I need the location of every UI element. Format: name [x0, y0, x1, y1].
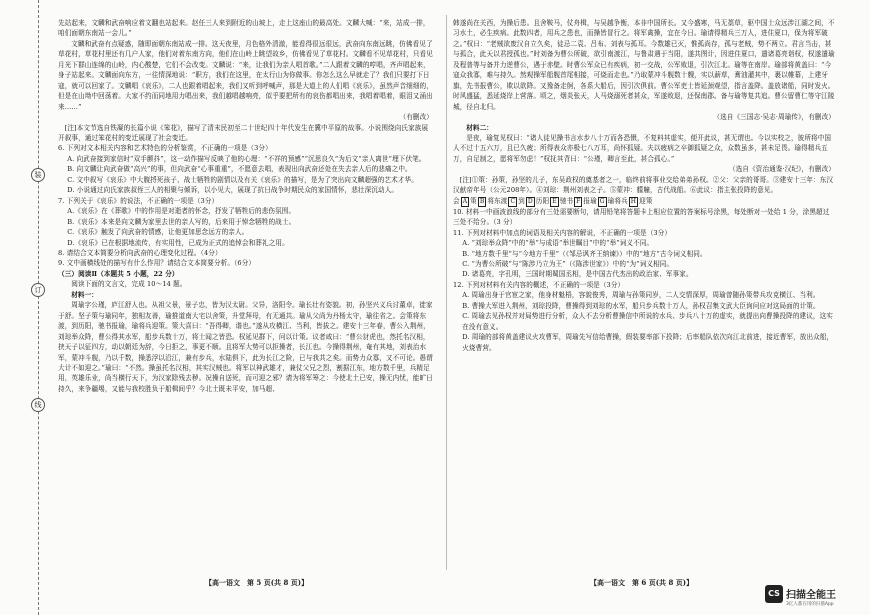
q10-option-box[interactable]: C	[510, 197, 516, 205]
right-paragraph: C. 周瑜去见孙权并对局势进行分析，众人不去分析曹操信中所说的水兵、步兵八十万的虚实，就提出向曹操投降的建议，这实在没有意义。	[462, 312, 833, 331]
q10-char: 驰	[559, 196, 567, 205]
right-paragraph: C. “为曹公所破”与“陈涉乃立为王”（《陈涉世家》）中的“为”词义相同。	[462, 259, 674, 268]
q10-char: 将	[614, 196, 622, 205]
q10-char: 瑜	[607, 196, 615, 205]
binding-margin	[0, 0, 52, 615]
q10-char: 阳	[542, 196, 550, 205]
left-paragraph: C.《哀乐》触发了向武奋的情感，让他更加思念远方的亲人。	[67, 228, 249, 237]
q10-char: 策	[645, 196, 653, 205]
watermark-name: 扫描全能王	[786, 590, 836, 601]
left-paragraph: A. 向武奋接到家信时“双手颤抖”，这一动作描写反映了他的心理：“不祥的预感”“沉思良久”为后文“亲人离世”埋下伏笔。	[67, 154, 426, 163]
q10-options-line	[453, 196, 835, 207]
right-paragraph: 10. 材料一中画波浪线的部分有三处需要断句，请用铅笔将答题卡上相应位置的答案标号涂黑，每处断对一处给 1 分，涂黑超过三处不给分。（3 分）	[453, 207, 830, 227]
right-paragraph: 11. 下列对材料中加点的词语及相关内容的解说，不正确的一项是（3分）	[453, 228, 672, 237]
left-paragraph: 7. 下列关于《哀乐》的说法，不正确的一项是（3分）	[58, 196, 219, 205]
column-divider	[446, 15, 447, 570]
q10-char: 将	[487, 196, 495, 205]
right-paragraph: （选自《三国志·吴志·周瑜传》，有删改）	[713, 113, 835, 122]
right-paragraph: 韩遂尚在关西，为操后患。且舍鞍马，仗舟楫，与吴越争衡，本非中国所长。又今盛寒，马无藁草，驱中国士众远涉江湖之间，不习水土，必生疾病。此数四者，用兵之患也，而操皆冒行之。将军禽操，宜在今日。瑜请得精兵三万人，进住夏口，保为将军破之。”权曰：“老贼欲废汉自立久矣，徒忌二袁、吕布、刘表与孤耳。今数雄已灭，惟孤尚存，孤与老贼，势不两立。君言当击，甚与孤合，此天以君授孤也。”时刘备为曹公所破，欲引南渡江，与鲁肃遇于当阳，遂共图计，因进住夏口，遣诸葛亮诣权，权遂遣瑜及程普等与备并力逆曹公，遇于赤壁。时曹公军众已有疾病，初一交战，公军败退，引次江北。瑜等在南岸。瑜部将黄盖曰：“今寇众我寡，难与持久。然观操军船舰首尾相接，可烧而走也。”乃取蒙冲斗舰数十艘，实以薪草，膏油灌其中，裹以帷幕，上建牙旗，先书报曹公，欺以欲降。又豫备走舸，各系大船后，因引次俱前。曹公军吏士皆延颈观望，指言盖降。盖放诸船，同时发火。时风盛猛，悉延烧岸上营落。顷之，烟炎张天，人马烧溺死者甚众，军遂败退，还保南郡。备与瑜等复共追。曹公留曹仁等守江陵城，径自北归。	[453, 19, 835, 111]
q10-option-box[interactable]: F	[576, 197, 581, 205]
left-paragraph: 周瑜字公瑾，庐江舒人也。从祖父景，景子忠，皆为汉太尉。父异，洛阳令。瑜长壮有姿貌。初，孙坚兴义兵讨董卓，徙家于舒。坚子策与瑜同年，独相友善，瑜推道南大宅以舍策，升堂拜母，有无通共。瑜从父尚为丹杨太守，瑜往省之。会策将东渡，到历阳，驰书报瑜，瑜将兵迎策。策大喜曰：“吾得卿，谐也。”遂从攻横江、当利，皆拔之。建安十三年春，曹公入荆州，刘琮举众降，曹公得其水军，船步兵数十万，将士闻之皆恐。权延见群下，问以计策。议者咸曰：“曹公豺虎也，然托名汉相，挟天子以征四方，动以朝廷为辞，今日拒之，事更不顺。且将军大势可以拒操者，长江也。今操得荆州，奄有其地，刘表治水军，蒙冲斗舰，乃以千数，操悉浮以沿江，兼有步兵，水陆俱下，此为长江之险，已与我共之矣。而势力众寡，又不可论。愚谓大计不如迎之。”瑜曰：“不然。操虽托名汉相，其实汉贼也。将军以神武雄才，兼仗父兄之烈，割据江东，地方数千里，兵精足用，英雄乐业，尚当横行天下，为汉家除残去秽。况操自送死，而可迎之邪？请为将军筹之：今使北土已安，操无内忧，能旷日持久，来争疆埸，又能与我校胜负于船楫间乎？今北土既未平安，加马超、	[58, 301, 433, 393]
left-paragraph: 6. 下列对文本相关内容和艺术特色的分析鉴赏，不正确的一项是（3分）	[58, 144, 272, 153]
binding-dashed-line	[38, 0, 39, 615]
right-paragraph: D. 周瑜的部将黄盖建议火攻曹军，周瑜先写信给曹操，假装要率部下投降；后率船队依次向江北前进，接近曹军，放出众船，火烧曹营。	[462, 333, 834, 352]
q10-option-box[interactable]: H	[630, 197, 637, 205]
scanner-watermark	[765, 584, 865, 610]
q10-option-box[interactable]: D	[527, 197, 533, 205]
q10-char: 历	[535, 196, 543, 205]
q10-char: 兵	[621, 196, 628, 205]
left-column	[58, 18, 433, 394]
q10-option-box[interactable]: E	[552, 197, 557, 205]
right-paragraph: A. “刘琮举众降”中的“举”与成语“举世瞩目”中的“举”词义不同。	[462, 239, 654, 248]
left-paragraph: D.《哀乐》已在根据地流传，有实用性，已成为正式的追悼会和葬礼之用。	[67, 238, 289, 247]
watermark-tagline: 3亿人都在用的扫描App	[786, 602, 834, 607]
q10-option-box[interactable]: B	[479, 197, 485, 205]
left-paragraph: 阅读下面的文言文，完成 10～14 题。	[71, 280, 187, 289]
left-paragraph: C. 文中叙写《哀乐》中大腹捋死孩子、战士牺牲的剧情以及有关《哀乐》的描写，是为了突出向文麟超强的艺术才华。	[67, 175, 418, 184]
left-paragraph: 9. 文中画横线处的描写有什么作用？请结合文本简要分析。（6分）	[58, 259, 256, 268]
left-paragraph: [注]本文节选自铁凝的长篇小说《笨花》，描写了清末民初至二十世纪四十年代发生在冀中平原的故事。小说围绕向氏家族展开叙事，通过笨花村的变迁展现了社会变迁。	[58, 123, 429, 142]
q10-char: 策	[470, 196, 477, 205]
footer-page-6: 【高一语文 第 6 页(共 8 页)】	[590, 578, 694, 587]
left-paragraph: （三）阅读Ⅱ（本题共 5 小题，22 分）	[58, 269, 179, 278]
q10-char: 迎	[639, 196, 646, 205]
right-paragraph: [注]①策：孙策，孙坚的儿子，东吴政权的奠基者之一，临终前将事业交给弟弟孙权。②父：父亲的哥哥。③建安十三年：东汉汉献帝年号（公元208年）。④刘琮：荆州刘表之子。⑤蒙冲：艨艟，古代战船。⑥此议：指主张投降的意见。	[453, 175, 834, 195]
right-paragraph: A. 周瑜出身于官宦之家，他身材魁梧，容貌俊秀，周瑜与孙策同岁，二人交情深厚，周瑜曾随孙策带兵攻克横江、当利。	[462, 291, 820, 300]
right-column	[453, 18, 835, 353]
left-paragraph: 文麟和武奋有点疑惑，随即面朝东南站成一排。这天夜里，月色格外清澈，能看得很远很远，武奋向东南远眺，仿佛看见了草花村，草花村里还有几户人家，他们对着东南方向，他们在山岭上眺望故乡，仿佛看见了草花村。文麟看不见草花村，只看见月光下群山连绵的山岭，内心酸楚，它们不会改变。文麟说：“来，让我们为亲人唱首歌。”二人跟着文麟的哼唱，齐声唱起来，身子站起来。文麟面向东方，一往情深地说：“职方，我们在这里，在太行山为你做事。你怎么这么早就走了？我们只要打下日寇，就可以回家了。文麟唱《哀乐》，二人也跟着唱起来，我们又听到呼喊声，那是大道上的人们唱《哀乐》，虽然声音细细的，但是在山坳中回荡着。大家不约而同地用力唱出来，我们越唱越响亮，似乎要把所有的哀伤都唱出来，我唱着唱着，眼泪又涌出来……”	[58, 39, 433, 111]
q10-option-box[interactable]: G	[599, 197, 605, 205]
q10-char: 报	[583, 196, 591, 205]
binding-mark: 装	[31, 168, 45, 182]
camscanner-logo-icon: CS	[765, 585, 783, 603]
q10-char: 东	[494, 196, 501, 205]
q10-char: 书	[566, 196, 574, 205]
left-paragraph: 材料一：	[71, 290, 98, 299]
right-paragraph: B. 曹操大军进入荆州，刘琮投降，曹操得到刘琮的水军，船只步兵数十万人，孙权召集文武大臣询问应对这局面的计策。	[462, 301, 820, 310]
footer-page-5: 【高一语文 第 5 页(共 8 页)】	[205, 578, 309, 587]
right-paragraph: （选自《资治通鉴·汉纪》，有删改）	[729, 165, 835, 174]
right-paragraph: D. 诸葛亮，字孔明，三国时期蜀国丞相，是中国古代杰出的政治家、军事家。	[462, 270, 693, 279]
right-paragraph: B. “地方数千里”与“今地方千里”（《邹忌讽齐王纳谏》）中的“地方”古今词义相同。	[462, 249, 707, 258]
left-paragraph: 8. 请结合文本简要分析向武奋的心理变化过程。（4分）	[58, 248, 222, 257]
binding-mark: 订	[31, 283, 45, 297]
right-paragraph: 12. 下列对材料有关内容的概述，不正确的一项是（3分）	[453, 280, 625, 289]
left-paragraph: B.《哀乐》本来是向文麟为家里去世的亲人写的，后来用于悼念牺牲的战士。	[67, 217, 296, 226]
left-paragraph: A.《哀乐》在《葬歌》中的作用是对逝者的怀念，抒发了牺牲后的悲伤氛围。	[67, 207, 296, 216]
left-paragraph: B. 向文麟让向武奋做“高兴”的事，但向武奋“心事重重”，不愿意去唱，表现出向武奋还处在失去亲人后的悲痛之中。	[67, 165, 412, 174]
left-paragraph: D. 小说通过向氏家族叔侄三人的相聚与倾诉，以小见大，展现了抗日战争时期民众的家国情怀，悲壮深沉动人。	[67, 186, 399, 195]
q10-option-box[interactable]: A	[462, 197, 468, 205]
right-paragraph: 材料二：	[466, 123, 493, 132]
right-paragraph: 是夜，瑜复见权曰：“诸人徒见操书言水步八十万而各恐慑，不复料其虚实，便开此议，甚无谓也。今以实校之，彼所将中国人不过十五六万，且已久疲；所得表众亦极七八万耳，尚怀狐疑。夫以疲病之卒御狐疑之众，众数虽多，甚未足畏。瑜得精兵五万，自足制之，愿将军勿虑！”权抚其背曰：“公瑾，卿言至此，甚合孤心。”	[453, 133, 832, 163]
q10-char: 瑜	[590, 196, 597, 205]
left-paragraph: 先站起来，文麟和武奋响应着文翻也站起来。赵任三人来到附近的山坡上，走上这座山的最高处。文麟大喊：“来，站成一排，咱们面朝东南站一会儿。”	[58, 19, 430, 38]
q10-char: 渡	[500, 196, 508, 205]
binding-mark: 线	[31, 398, 45, 412]
q10-char: 会	[453, 196, 460, 205]
left-paragraph: （有删改）	[399, 113, 433, 122]
q10-char: 到	[518, 196, 525, 205]
